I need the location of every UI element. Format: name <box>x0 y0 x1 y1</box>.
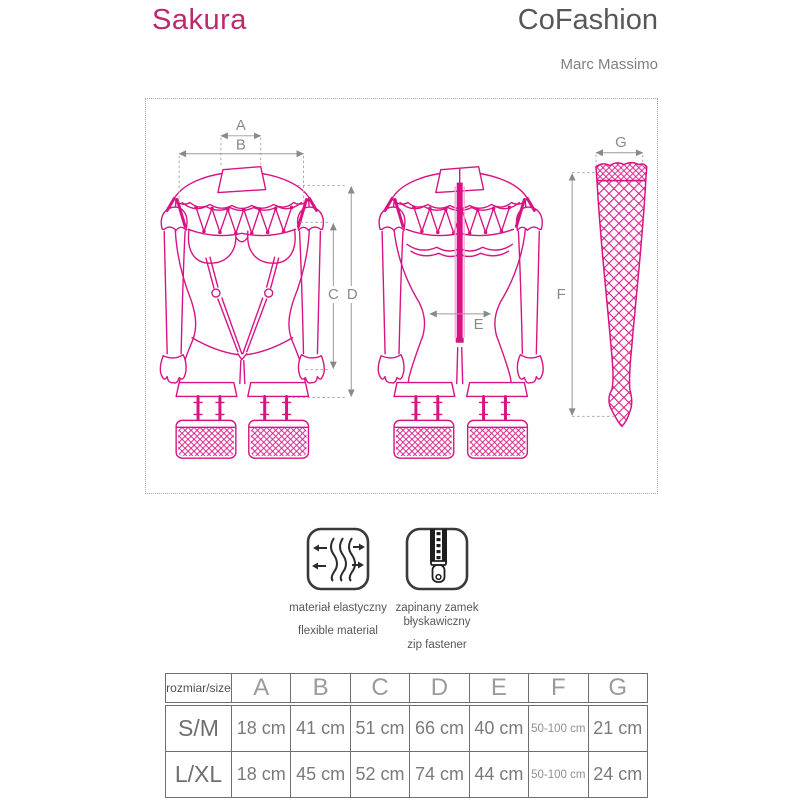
size-table <box>165 673 648 798</box>
size-table-body <box>165 705 648 798</box>
brand-name: CoFashion <box>517 4 658 36</box>
measurement-cell: 51 cm <box>350 706 409 752</box>
dimension-label-b: B <box>235 136 246 154</box>
measurement-cell: 40 cm <box>469 706 528 752</box>
feature-caption-en: zip fastener <box>407 638 467 651</box>
size-label: S/M <box>166 706 232 752</box>
dimension-label-d: D <box>346 285 358 303</box>
stocking-drawing <box>596 163 647 427</box>
measurement-cell: 18 cm <box>232 706 291 752</box>
measurement-cell: 21 cm <box>588 706 647 752</box>
size-table-corner-label: rozmiar/size <box>166 674 232 703</box>
measurement-cell: 50-100 cm <box>529 706 588 752</box>
column-header-g: G <box>588 674 647 703</box>
table-row <box>166 752 648 798</box>
measurement-cell: 45 cm <box>291 752 350 798</box>
feature-caption-en: flexible material <box>298 624 378 637</box>
column-header-b: B <box>291 674 350 703</box>
column-header-a: A <box>232 674 291 703</box>
measurement-cell: 24 cm <box>588 752 647 798</box>
garment-technical-drawing <box>146 99 657 493</box>
elastic-material-icon <box>306 527 370 591</box>
measurement-cell: 66 cm <box>410 706 469 752</box>
column-header-f: F <box>529 674 588 703</box>
feature-caption-pl: zapinany zamek błyskawiczny <box>395 602 479 628</box>
column-header-d: D <box>410 674 469 703</box>
front-view-drawing <box>160 167 324 459</box>
column-header-e: E <box>469 674 528 703</box>
measurement-cell: 52 cm <box>350 752 409 798</box>
feature-caption-pl: materiał elastyczny <box>289 602 387 614</box>
measurement-cell: 44 cm <box>469 752 528 798</box>
dimension-label-f: F <box>556 285 566 303</box>
dimension-label-a: A <box>235 116 246 134</box>
measurement-diagram <box>145 98 658 494</box>
measurement-cell: 18 cm <box>232 752 291 798</box>
feature-zip-fastener <box>367 527 507 651</box>
dimension-label-g: G <box>615 133 627 151</box>
size-label: L/XL <box>166 752 232 798</box>
product-name: Sakura <box>152 4 247 36</box>
size-table-header <box>165 673 648 703</box>
table-row <box>166 706 648 752</box>
column-header-c: C <box>350 674 409 703</box>
measurement-cell: 41 cm <box>291 706 350 752</box>
designer-name: Marc Massimo <box>560 56 658 73</box>
measurement-cell: 74 cm <box>410 752 469 798</box>
measurement-cell: 50-100 cm <box>529 752 588 798</box>
zip-fastener-icon <box>405 527 469 591</box>
back-view-drawing <box>378 167 543 459</box>
dimension-label-e: E <box>473 315 484 333</box>
dimension-label-c: C <box>327 285 339 303</box>
